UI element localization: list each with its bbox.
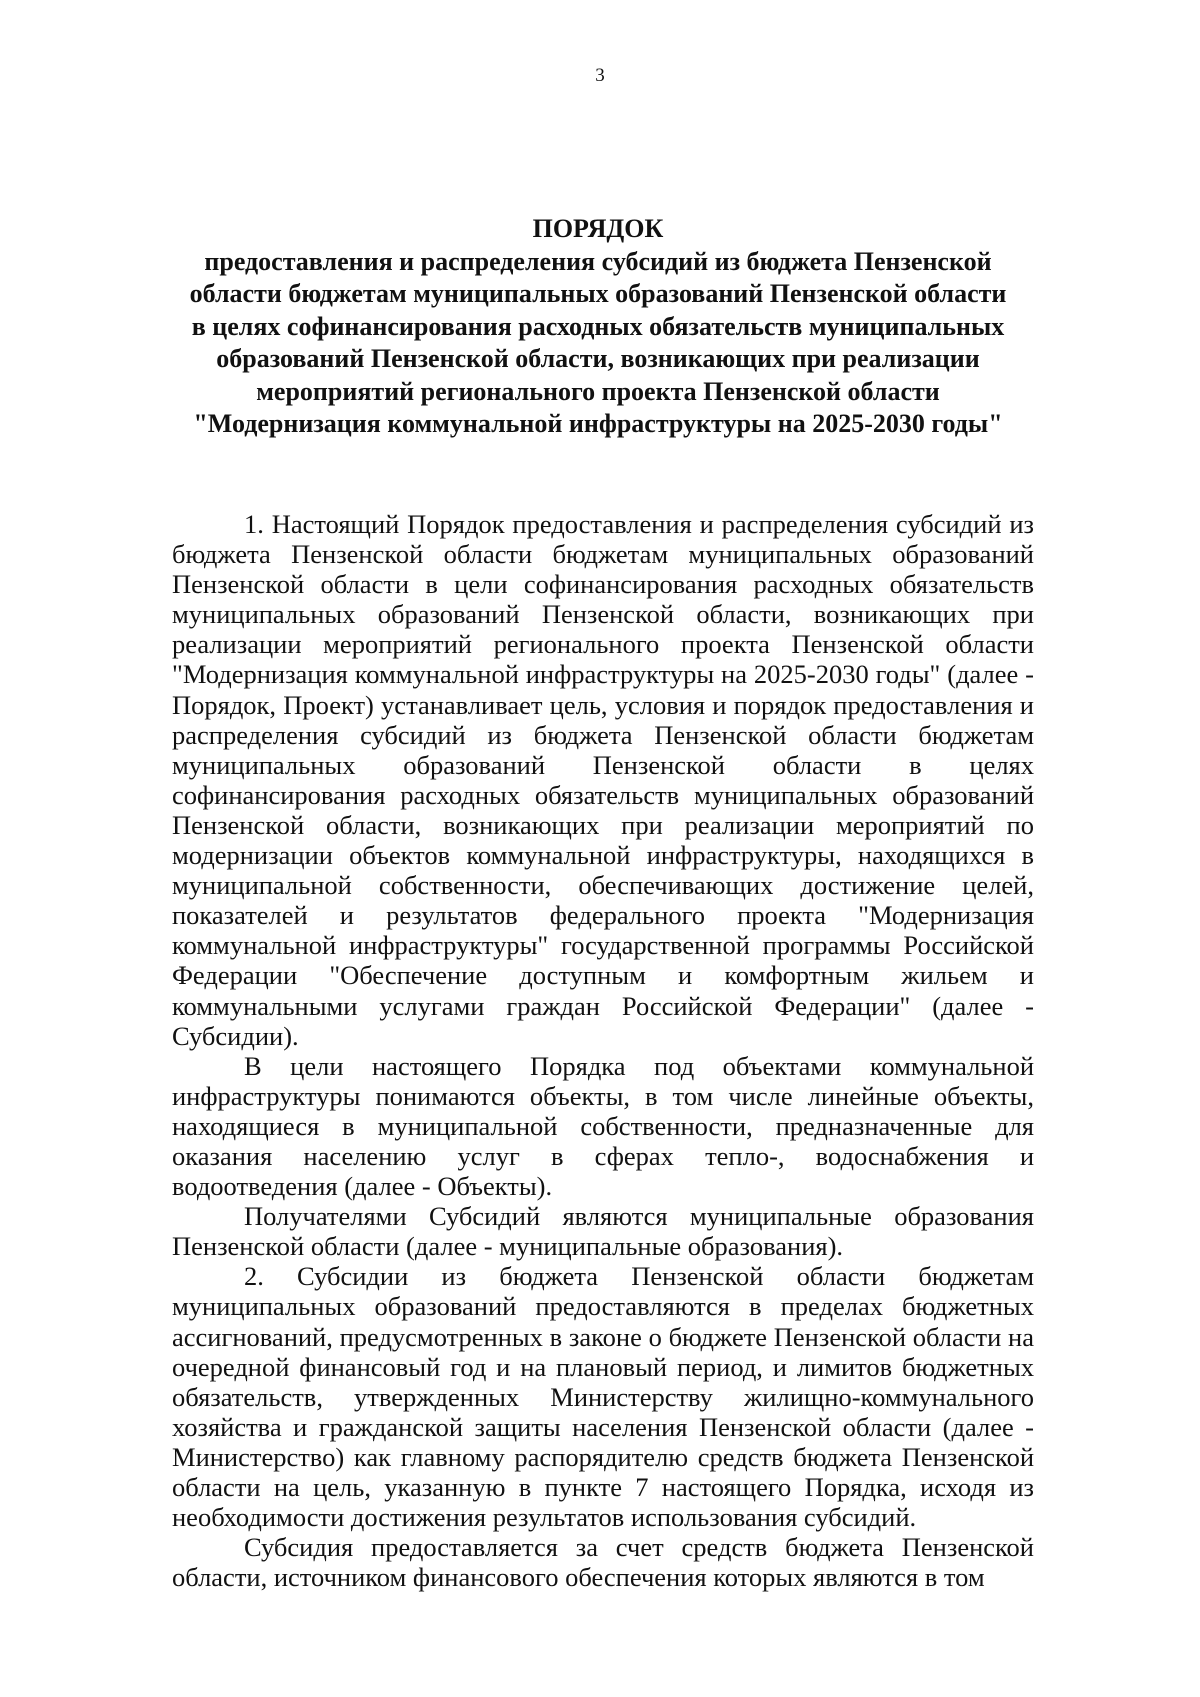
title-line: мероприятий регионального проекта Пензенской области	[256, 376, 940, 406]
paragraph-funding-source: Субсидия предоставляется за счет средств бюджета Пензенской области, источником финансового обеспечения которых являются в том	[172, 1532, 1034, 1593]
title-line: "Модернизация коммунальной инфраструктуры на 2025-2030 годы"	[193, 409, 1003, 438]
paragraph-objects-definition: В цели настоящего Порядка под объектами коммунальной инфраструктуры понимаются объекты, в том числе линейные объекты, находящиеся в муниципальной собственности, предназначенные для оказания населению услуг в сферах тепло-, водоснабжения и водоотведения (далее - Объекты).	[172, 1050, 1034, 1202]
page-number: 3	[595, 65, 605, 86]
document-title	[160, 213, 1036, 441]
title-line: в целях софинансирования расходных обязательств муниципальных	[191, 311, 1005, 341]
paragraph-recipients: Получателями Субсидий являются муниципальные образования Пензенской области (далее - муниципальные образования).	[172, 1201, 1034, 1262]
title-line: области бюджетам муниципальных образований Пензенской области	[189, 279, 1007, 308]
document-body	[172, 509, 1034, 1592]
title-line: предоставления и распределения субсидий из бюджета Пензенской	[204, 246, 992, 276]
title-line: образований Пензенской области, возникающих при реализации	[216, 344, 980, 373]
paragraph-1: 1. Настоящий Порядок предоставления и распределения субсидий из бюджета Пензенской области бюджетам муниципальных образований Пензенской области в цели софинансирования расходных обязательств муниципальных образований Пензенской области, возникающих при реализации мероприятий регионального проекта Пензенской области "Модернизация коммунальной инфраструктуры на 2025-2030 годы" (далее - Порядок, Проект) устанавливает цель, условия и порядок предоставления и распределения субсидий из бюджета Пензенской области бюджетам муниципальных образований Пензенской области в целях софинансирования расходных обязательств муниципальных образований Пензенской области, возникающих при реализации мероприятий по модернизации объектов коммунальной инфраструктуры, находящихся в муниципальной собственности, обеспечивающих достижение целей, показателей и результатов федерального проекта "Модернизация коммунальной инфраструктуры" государственной программы Российской Федерации "Обеспечение доступным и комфортным жильем и коммунальными услугами граждан Российской Федерации" (далее - Субсидии).	[172, 509, 1034, 1051]
title-heading: ПОРЯДОК	[532, 214, 664, 243]
paragraph-2: 2. Субсидии из бюджета Пензенской области бюджетам муниципальных образований предоставляются в пределах бюджетных ассигнований, предусмотренных в законе о бюджете Пензенской области на очередной финансовый год и на плановый период, и лимитов бюджетных обязательств, утвержденных Министерству жилищно-коммунального хозяйства и гражданской защиты населения Пензенской области (далее - Министерство) как главному распорядителю средств бюджета Пензенской области на цель, указанную в пункте 7 настоящего Порядка, исходя из необходимости достижения результатов использования субсидий.	[172, 1261, 1034, 1533]
